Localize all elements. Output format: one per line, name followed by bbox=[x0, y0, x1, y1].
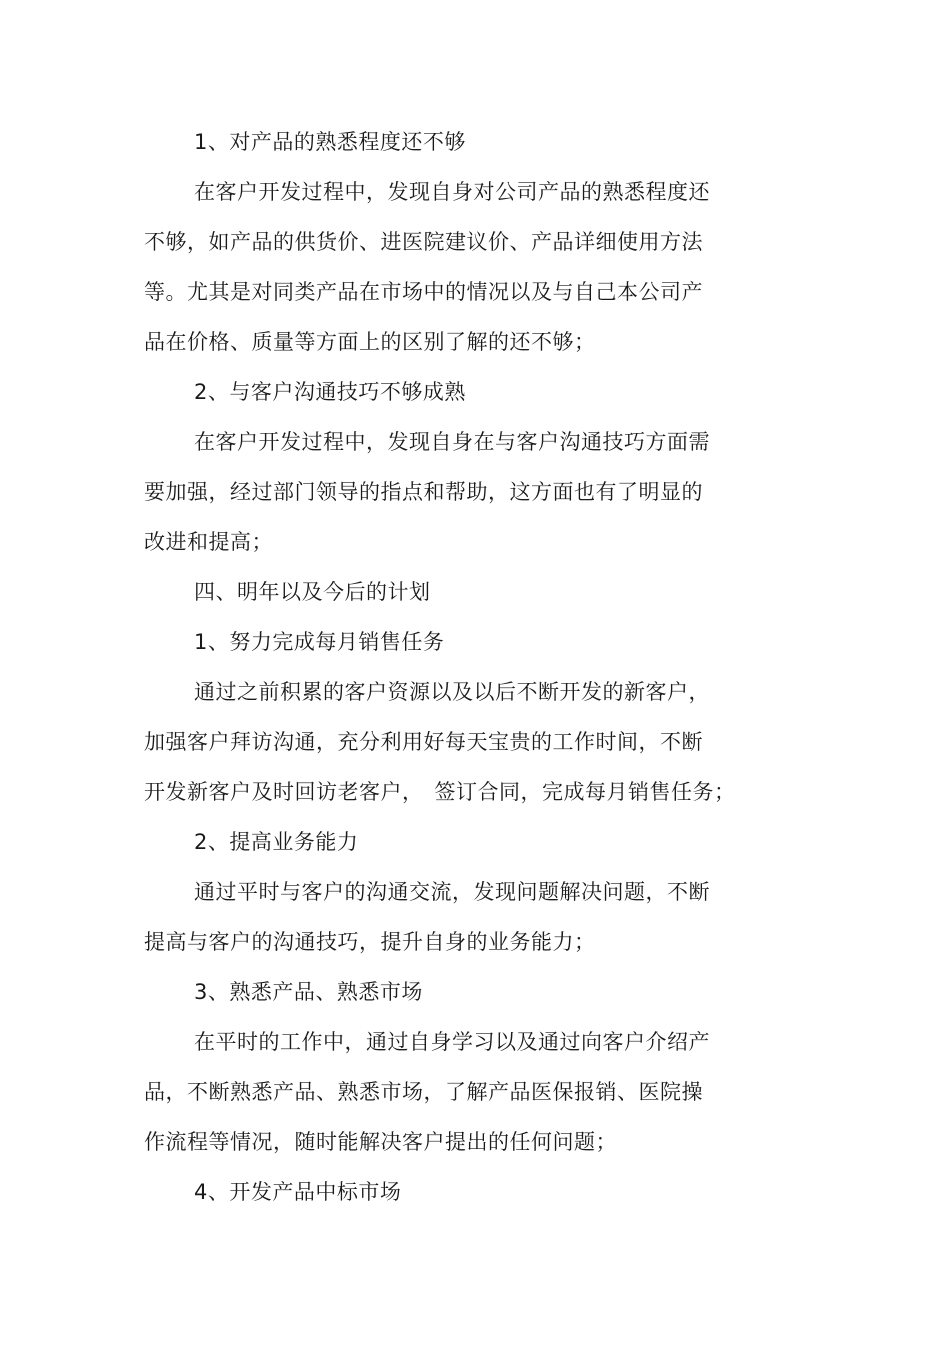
heading-sales-task: 1、努力完成每月销售任务 bbox=[194, 630, 445, 654]
paragraph-line: 在客户开发过程中，发现自身在与客户沟通技巧方面需 bbox=[194, 430, 710, 454]
paragraph-line: 等。尤其是对同类产品在市场中的情况以及与自己本公司产 bbox=[144, 280, 703, 304]
paragraph-line: 作流程等情况，随时能解决客户提出的任何问题； bbox=[144, 1130, 617, 1154]
heading-business-ability: 2、提高业务能力 bbox=[194, 830, 359, 854]
paragraph-line: 通过之前积累的客户资源以及以后不断开发的新客户， bbox=[194, 680, 710, 704]
paragraph-line: 提高与客户的沟通技巧，提升自身的业务能力； bbox=[144, 930, 596, 954]
heading-communication-skills: 2、与客户沟通技巧不够成熟 bbox=[194, 380, 466, 404]
heading-product-familiarity: 1、对产品的熟悉程度还不够 bbox=[194, 130, 466, 154]
paragraph-line: 不够，如产品的供货价、进医院建议价、产品详细使用方法 bbox=[144, 230, 703, 254]
paragraph-line: 在客户开发过程中，发现自身对公司产品的熟悉程度还 bbox=[194, 180, 710, 204]
paragraph-line: 品，不断熟悉产品、熟悉市场，了解产品医保报销、医院操 bbox=[144, 1080, 703, 1104]
paragraph-line: 要加强，经过部门领导的指点和帮助，这方面也有了明显的 bbox=[144, 480, 703, 504]
paragraph-line: 通过平时与客户的沟通交流，发现问题解决问题，不断 bbox=[194, 880, 710, 904]
paragraph-line: 品在价格、质量等方面上的区别了解的还不够； bbox=[144, 330, 596, 354]
paragraph-line: 改进和提高； bbox=[144, 530, 273, 554]
section-heading-plan: 四、明年以及今后的计划 bbox=[194, 580, 431, 604]
heading-familiar-market: 3、熟悉产品、熟悉市场 bbox=[194, 980, 423, 1004]
heading-develop-market: 4、开发产品中标市场 bbox=[194, 1180, 402, 1204]
paragraph-line: 加强客户拜访沟通，充分利用好每天宝贵的工作时间，不断 bbox=[144, 730, 703, 754]
paragraph-line: 开发新客户及时回访老客户， 签订合同，完成每月销售任务； bbox=[144, 780, 736, 804]
paragraph-line: 在平时的工作中，通过自身学习以及通过向客户介绍产 bbox=[194, 1030, 710, 1054]
